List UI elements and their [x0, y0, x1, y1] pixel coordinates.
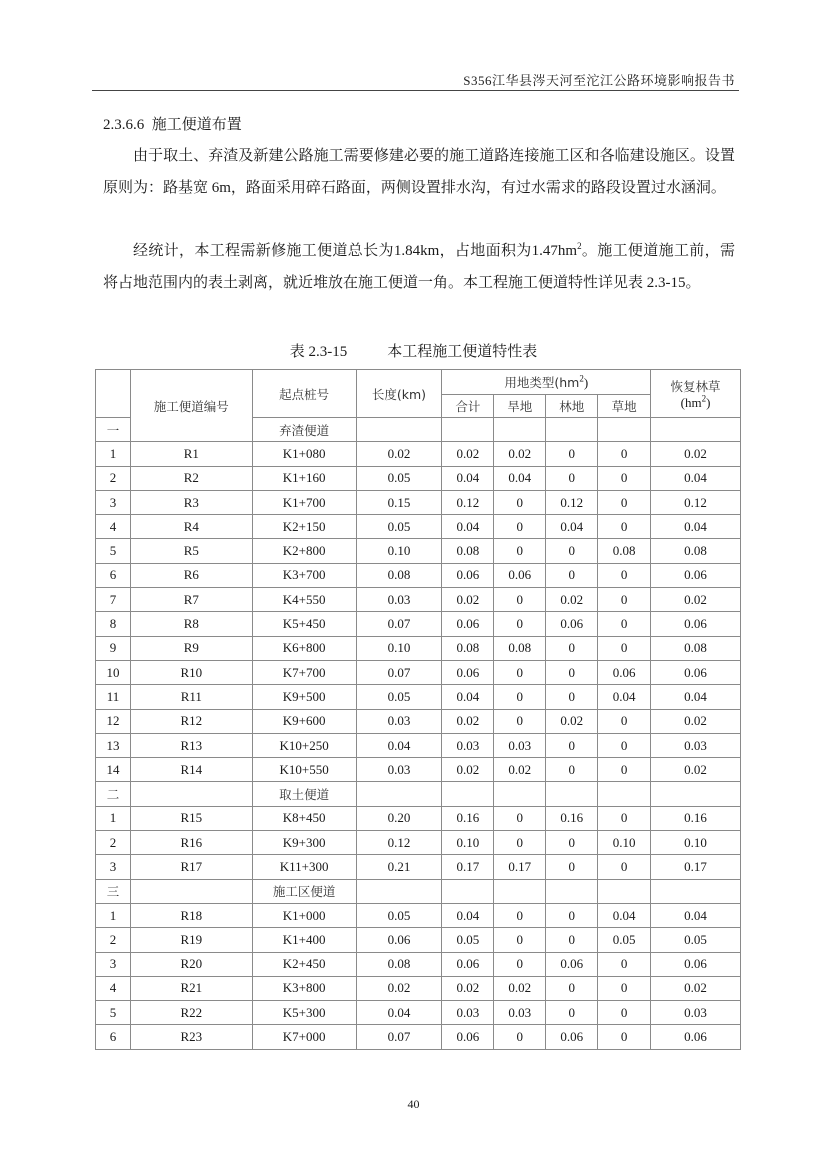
cell-length: 0.05	[356, 903, 442, 927]
cell-row-index: 1	[96, 903, 131, 927]
cell-start-station: K9+300	[252, 831, 356, 855]
cell-restore: 0.16	[651, 806, 741, 830]
cell-start-station: K5+300	[252, 1001, 356, 1025]
table-row	[96, 660, 741, 684]
table-row	[96, 952, 741, 976]
cell-dryland: 0	[494, 660, 546, 684]
cell-grass: 0.10	[598, 831, 651, 855]
cell-restore: 0.06	[651, 952, 741, 976]
cell-start-station: K8+450	[252, 806, 356, 830]
header-land-type-sup: 2	[579, 373, 584, 384]
cell-grass: 0.06	[598, 660, 651, 684]
cell-length: 0.04	[356, 733, 442, 757]
table-row	[96, 709, 741, 733]
section-row	[96, 879, 741, 903]
cell-restore: 0.04	[651, 466, 741, 490]
cell-total: 0.06	[442, 612, 494, 636]
cell-restore: 0.08	[651, 539, 741, 563]
cell-road-id: R2	[130, 466, 252, 490]
cell-forest: 0.12	[546, 490, 598, 514]
cell-total: 0.02	[442, 758, 494, 782]
cell-restore: 0.06	[651, 612, 741, 636]
table-row	[96, 563, 741, 587]
cell-total: 0.04	[442, 685, 494, 709]
cell-grass: 0	[598, 855, 651, 879]
header-rule	[92, 90, 739, 91]
cell-forest: 0	[546, 855, 598, 879]
cell-forest: 0.06	[546, 952, 598, 976]
table-row	[96, 855, 741, 879]
cell-grass: 0	[598, 563, 651, 587]
cell-restore: 0.02	[651, 442, 741, 466]
cell-row-index: 2	[96, 466, 131, 490]
cell-restore: 0.17	[651, 855, 741, 879]
cell-dryland: 0	[494, 806, 546, 830]
empty-cell	[356, 782, 442, 806]
cell-forest: 0	[546, 442, 598, 466]
cell-start-station: K3+800	[252, 976, 356, 1000]
table-row	[96, 442, 741, 466]
header-dryland: 旱地	[494, 395, 546, 418]
cell-forest: 0	[546, 903, 598, 927]
cell-road-id: R1	[130, 442, 252, 466]
table-caption-number: 表 2.3-15	[289, 344, 348, 360]
header-land-type-close: )	[583, 375, 589, 390]
cell-restore: 0.03	[651, 733, 741, 757]
cell-forest: 0	[546, 733, 598, 757]
cell-road-id: R23	[130, 1025, 252, 1049]
cell-grass: 0	[598, 490, 651, 514]
cell-dryland: 0	[494, 612, 546, 636]
cell-start-station: K1+000	[252, 903, 356, 927]
cell-dryland: 0	[494, 928, 546, 952]
cell-grass: 0.04	[598, 685, 651, 709]
cell-start-station: K9+600	[252, 709, 356, 733]
cell-forest: 0	[546, 928, 598, 952]
cell-total: 0.08	[442, 539, 494, 563]
cell-total: 0.04	[442, 466, 494, 490]
cell-length: 0.10	[356, 636, 442, 660]
cell-road-id: R7	[130, 588, 252, 612]
empty-cell	[356, 418, 442, 442]
cell-start-station: K7+000	[252, 1025, 356, 1049]
cell-restore: 0.06	[651, 563, 741, 587]
superscript: 2	[577, 241, 582, 251]
table-row	[96, 1001, 741, 1025]
cell-road-id: R15	[130, 806, 252, 830]
cell-dryland: 0.08	[494, 636, 546, 660]
cell-grass: 0	[598, 442, 651, 466]
cell-dryland: 0.06	[494, 563, 546, 587]
cell-length: 0.05	[356, 685, 442, 709]
cell-total: 0.02	[442, 976, 494, 1000]
empty-cell	[546, 418, 598, 442]
section-row	[96, 782, 741, 806]
cell-length: 0.03	[356, 588, 442, 612]
cell-road-id: R3	[130, 490, 252, 514]
cell-road-id: R17	[130, 855, 252, 879]
cell-road-id: R22	[130, 1001, 252, 1025]
page-number: 40	[407, 1097, 420, 1111]
cell-road-id: R6	[130, 563, 252, 587]
cell-road-id: R13	[130, 733, 252, 757]
table-row	[96, 831, 741, 855]
cell-row-index: 12	[96, 709, 131, 733]
table-caption-title: 本工程施工便道特性表	[387, 342, 538, 360]
cell-start-station: K2+800	[252, 539, 356, 563]
cell-total: 0.04	[442, 903, 494, 927]
cell-restore: 0.05	[651, 928, 741, 952]
cell-dryland: 0.02	[494, 976, 546, 1000]
header-length	[356, 370, 442, 418]
cell-road-id: R12	[130, 709, 252, 733]
cell-dryland: 0	[494, 588, 546, 612]
cell-start-station: K1+700	[252, 490, 356, 514]
empty-cell	[442, 782, 494, 806]
empty-cell	[494, 782, 546, 806]
paragraph-2	[103, 236, 735, 299]
cell-forest: 0.16	[546, 806, 598, 830]
cell-grass: 0	[598, 588, 651, 612]
cell-start-station: K11+300	[252, 855, 356, 879]
section-name: 施工区便道	[252, 879, 356, 903]
cell-forest: 0.04	[546, 515, 598, 539]
header-blank-cell	[96, 370, 131, 418]
section-index: 三	[96, 879, 131, 903]
table-row	[96, 612, 741, 636]
cell-grass: 0	[598, 806, 651, 830]
cell-forest: 0	[546, 660, 598, 684]
header-forest: 林地	[546, 395, 598, 418]
cell-grass: 0	[598, 733, 651, 757]
cell-length: 0.10	[356, 539, 442, 563]
header-land-type	[442, 370, 651, 395]
cell-forest: 0	[546, 685, 598, 709]
cell-restore: 0.02	[651, 709, 741, 733]
cell-total: 0.06	[442, 660, 494, 684]
cell-row-index: 7	[96, 588, 131, 612]
header-restore	[651, 370, 741, 418]
cell-row-index: 8	[96, 612, 131, 636]
cell-restore: 0.08	[651, 636, 741, 660]
cell-start-station: K9+500	[252, 685, 356, 709]
cell-start-station: K3+700	[252, 563, 356, 587]
header-road-id: 施工便道编号	[130, 370, 252, 442]
cell-total: 0.05	[442, 928, 494, 952]
cell-dryland: 0	[494, 709, 546, 733]
cell-grass: 0	[598, 466, 651, 490]
paragraph-2-text-b: 。施工便道施工前，需将占地范围内的表土剥离，就近堆放在施工便道一角。本工程施工便道特性详见表 2.3-15。	[103, 243, 735, 291]
cell-grass: 0	[598, 758, 651, 782]
cell-length: 0.02	[356, 442, 442, 466]
cell-row-index: 9	[96, 636, 131, 660]
section-name: 取土便道	[252, 782, 356, 806]
cell-restore: 0.12	[651, 490, 741, 514]
cell-start-station: K2+150	[252, 515, 356, 539]
header-restore-label: 恢复林草	[670, 378, 721, 394]
cell-start-station: K10+250	[252, 733, 356, 757]
cell-grass: 0.08	[598, 539, 651, 563]
table-row	[96, 976, 741, 1000]
cell-length: 0.12	[356, 831, 442, 855]
cell-length: 0.04	[356, 1001, 442, 1025]
cell-forest: 0.02	[546, 709, 598, 733]
cell-grass: 0	[598, 515, 651, 539]
cell-restore: 0.06	[651, 1025, 741, 1049]
header-start-station: 起点桩号	[252, 370, 356, 418]
cell-length: 0.05	[356, 466, 442, 490]
cell-road-id: R21	[130, 976, 252, 1000]
table-row	[96, 733, 741, 757]
cell-grass: 0	[598, 636, 651, 660]
cell-length: 0.05	[356, 515, 442, 539]
cell-start-station: K1+160	[252, 466, 356, 490]
table-row	[96, 490, 741, 514]
header-restore-unit: (hm	[680, 394, 702, 410]
cell-forest: 0	[546, 466, 598, 490]
cell-start-station: K10+550	[252, 758, 356, 782]
empty-cell	[598, 879, 651, 903]
paragraph-1: 由于取土、弃渣及新建公路施工需要修建必要的施工道路连接施工区和各临建设施区。设置原则为：路基宽 6m，路面采用碎石路面，两侧设置排水沟，有过水需求的路段设置过水涵洞。	[103, 148, 735, 196]
cell-start-station: K5+450	[252, 612, 356, 636]
empty-cell	[494, 418, 546, 442]
cell-total: 0.17	[442, 855, 494, 879]
section-index: 一	[96, 418, 131, 442]
cell-row-index: 5	[96, 1001, 131, 1025]
section-heading	[103, 113, 242, 134]
cell-length: 0.15	[356, 490, 442, 514]
cell-dryland: 0	[494, 490, 546, 514]
cell-dryland: 0.03	[494, 733, 546, 757]
cell-grass: 0	[598, 709, 651, 733]
section-blank-cell	[130, 879, 252, 903]
cell-row-index: 6	[96, 563, 131, 587]
cell-row-index: 4	[96, 976, 131, 1000]
cell-dryland: 0.17	[494, 855, 546, 879]
table-header-row-1	[96, 370, 741, 395]
empty-cell	[651, 418, 741, 442]
header-restore-unit-sup: 2	[701, 393, 707, 404]
header-land-type-label: 用地类型(hm	[504, 375, 580, 390]
cell-restore: 0.04	[651, 515, 741, 539]
cell-forest: 0	[546, 636, 598, 660]
empty-cell	[651, 879, 741, 903]
table-row	[96, 928, 741, 952]
cell-row-index: 14	[96, 758, 131, 782]
cell-restore: 0.02	[651, 976, 741, 1000]
cell-dryland: 0	[494, 685, 546, 709]
table-row	[96, 758, 741, 782]
road-characteristics-table	[95, 369, 741, 1050]
cell-length: 0.08	[356, 563, 442, 587]
cell-total: 0.02	[442, 442, 494, 466]
cell-road-id: R18	[130, 903, 252, 927]
section-index: 二	[96, 782, 131, 806]
header-length-label: 长度(km)	[371, 386, 427, 402]
cell-grass: 0	[598, 952, 651, 976]
section-title: 施工便道布置	[151, 117, 242, 133]
cell-row-index: 10	[96, 660, 131, 684]
cell-total: 0.16	[442, 806, 494, 830]
cell-grass: 0	[598, 1025, 651, 1049]
cell-forest: 0	[546, 831, 598, 855]
header-total: 合计	[442, 395, 494, 418]
cell-length: 0.07	[356, 612, 442, 636]
cell-dryland: 0	[494, 952, 546, 976]
header-restore-unit-close: )	[706, 394, 711, 410]
cell-length: 0.21	[356, 855, 442, 879]
cell-grass: 0.05	[598, 928, 651, 952]
cell-grass: 0	[598, 612, 651, 636]
cell-road-id: R9	[130, 636, 252, 660]
table-row	[96, 685, 741, 709]
cell-road-id: R11	[130, 685, 252, 709]
empty-cell	[494, 879, 546, 903]
cell-row-index: 1	[96, 442, 131, 466]
cell-row-index: 3	[96, 855, 131, 879]
cell-start-station: K6+800	[252, 636, 356, 660]
empty-cell	[442, 418, 494, 442]
cell-road-id: R20	[130, 952, 252, 976]
cell-restore: 0.10	[651, 831, 741, 855]
cell-row-index: 5	[96, 539, 131, 563]
cell-total: 0.10	[442, 831, 494, 855]
cell-forest: 0	[546, 976, 598, 1000]
cell-dryland: 0	[494, 1025, 546, 1049]
cell-dryland: 0.04	[494, 466, 546, 490]
empty-cell	[356, 879, 442, 903]
cell-length: 0.03	[356, 758, 442, 782]
cell-dryland: 0.03	[494, 1001, 546, 1025]
cell-road-id: R19	[130, 928, 252, 952]
cell-length: 0.08	[356, 952, 442, 976]
cell-road-id: R4	[130, 515, 252, 539]
cell-total: 0.12	[442, 490, 494, 514]
cell-total: 0.02	[442, 709, 494, 733]
cell-total: 0.02	[442, 588, 494, 612]
cell-forest: 0	[546, 563, 598, 587]
cell-restore: 0.04	[651, 685, 741, 709]
cell-length: 0.07	[356, 660, 442, 684]
cell-forest: 0.02	[546, 588, 598, 612]
cell-dryland: 0.02	[494, 442, 546, 466]
table-row	[96, 806, 741, 830]
cell-total: 0.06	[442, 1025, 494, 1049]
cell-dryland: 0	[494, 831, 546, 855]
cell-length: 0.20	[356, 806, 442, 830]
cell-row-index: 2	[96, 928, 131, 952]
empty-cell	[598, 418, 651, 442]
cell-start-station: K4+550	[252, 588, 356, 612]
cell-grass: 0	[598, 1001, 651, 1025]
cell-total: 0.06	[442, 563, 494, 587]
table-row	[96, 636, 741, 660]
table-row	[96, 588, 741, 612]
cell-dryland: 0	[494, 515, 546, 539]
cell-forest: 0.06	[546, 612, 598, 636]
table-row	[96, 903, 741, 927]
cell-length: 0.02	[356, 976, 442, 1000]
cell-road-id: R16	[130, 831, 252, 855]
cell-forest: 0	[546, 539, 598, 563]
empty-cell	[546, 782, 598, 806]
empty-cell	[546, 879, 598, 903]
cell-total: 0.04	[442, 515, 494, 539]
empty-cell	[442, 879, 494, 903]
cell-start-station: K7+700	[252, 660, 356, 684]
cell-total: 0.08	[442, 636, 494, 660]
section-number: 2.3.6.6	[103, 117, 145, 133]
cell-row-index: 1	[96, 806, 131, 830]
cell-start-station: K2+450	[252, 952, 356, 976]
cell-start-station: K1+400	[252, 928, 356, 952]
cell-row-index: 4	[96, 515, 131, 539]
cell-forest: 0.06	[546, 1025, 598, 1049]
cell-total: 0.06	[442, 952, 494, 976]
cell-road-id: R5	[130, 539, 252, 563]
cell-forest: 0	[546, 1001, 598, 1025]
empty-cell	[598, 782, 651, 806]
cell-forest: 0	[546, 758, 598, 782]
cell-length: 0.03	[356, 709, 442, 733]
document-header-title: S356江华县涔天河至沱江公路环境影响报告书	[463, 73, 735, 88]
table-row	[96, 466, 741, 490]
cell-grass: 0.04	[598, 903, 651, 927]
header-grass: 草地	[598, 395, 651, 418]
table-row	[96, 539, 741, 563]
section-blank-cell	[130, 782, 252, 806]
section-name: 弃渣便道	[252, 418, 356, 442]
cell-total: 0.03	[442, 733, 494, 757]
cell-start-station: K1+080	[252, 442, 356, 466]
cell-row-index: 3	[96, 490, 131, 514]
cell-row-index: 3	[96, 952, 131, 976]
cell-restore: 0.02	[651, 588, 741, 612]
cell-road-id: R8	[130, 612, 252, 636]
cell-restore: 0.02	[651, 758, 741, 782]
cell-row-index: 2	[96, 831, 131, 855]
table-row	[96, 1025, 741, 1049]
table-caption	[0, 340, 827, 361]
cell-row-index: 11	[96, 685, 131, 709]
cell-road-id: R14	[130, 758, 252, 782]
cell-dryland: 0	[494, 539, 546, 563]
cell-road-id: R10	[130, 660, 252, 684]
table-row	[96, 515, 741, 539]
cell-grass: 0	[598, 976, 651, 1000]
cell-restore: 0.06	[651, 660, 741, 684]
cell-total: 0.03	[442, 1001, 494, 1025]
paragraph-2-text-a: 经统计，本工程需新修施工便道总长为1.84km，占地面积为1.47hm	[133, 243, 578, 259]
cell-row-index: 6	[96, 1025, 131, 1049]
cell-row-index: 13	[96, 733, 131, 757]
cell-dryland: 0	[494, 903, 546, 927]
cell-restore: 0.04	[651, 903, 741, 927]
cell-length: 0.06	[356, 928, 442, 952]
cell-length: 0.07	[356, 1025, 442, 1049]
cell-restore: 0.03	[651, 1001, 741, 1025]
empty-cell	[651, 782, 741, 806]
cell-dryland: 0.02	[494, 758, 546, 782]
